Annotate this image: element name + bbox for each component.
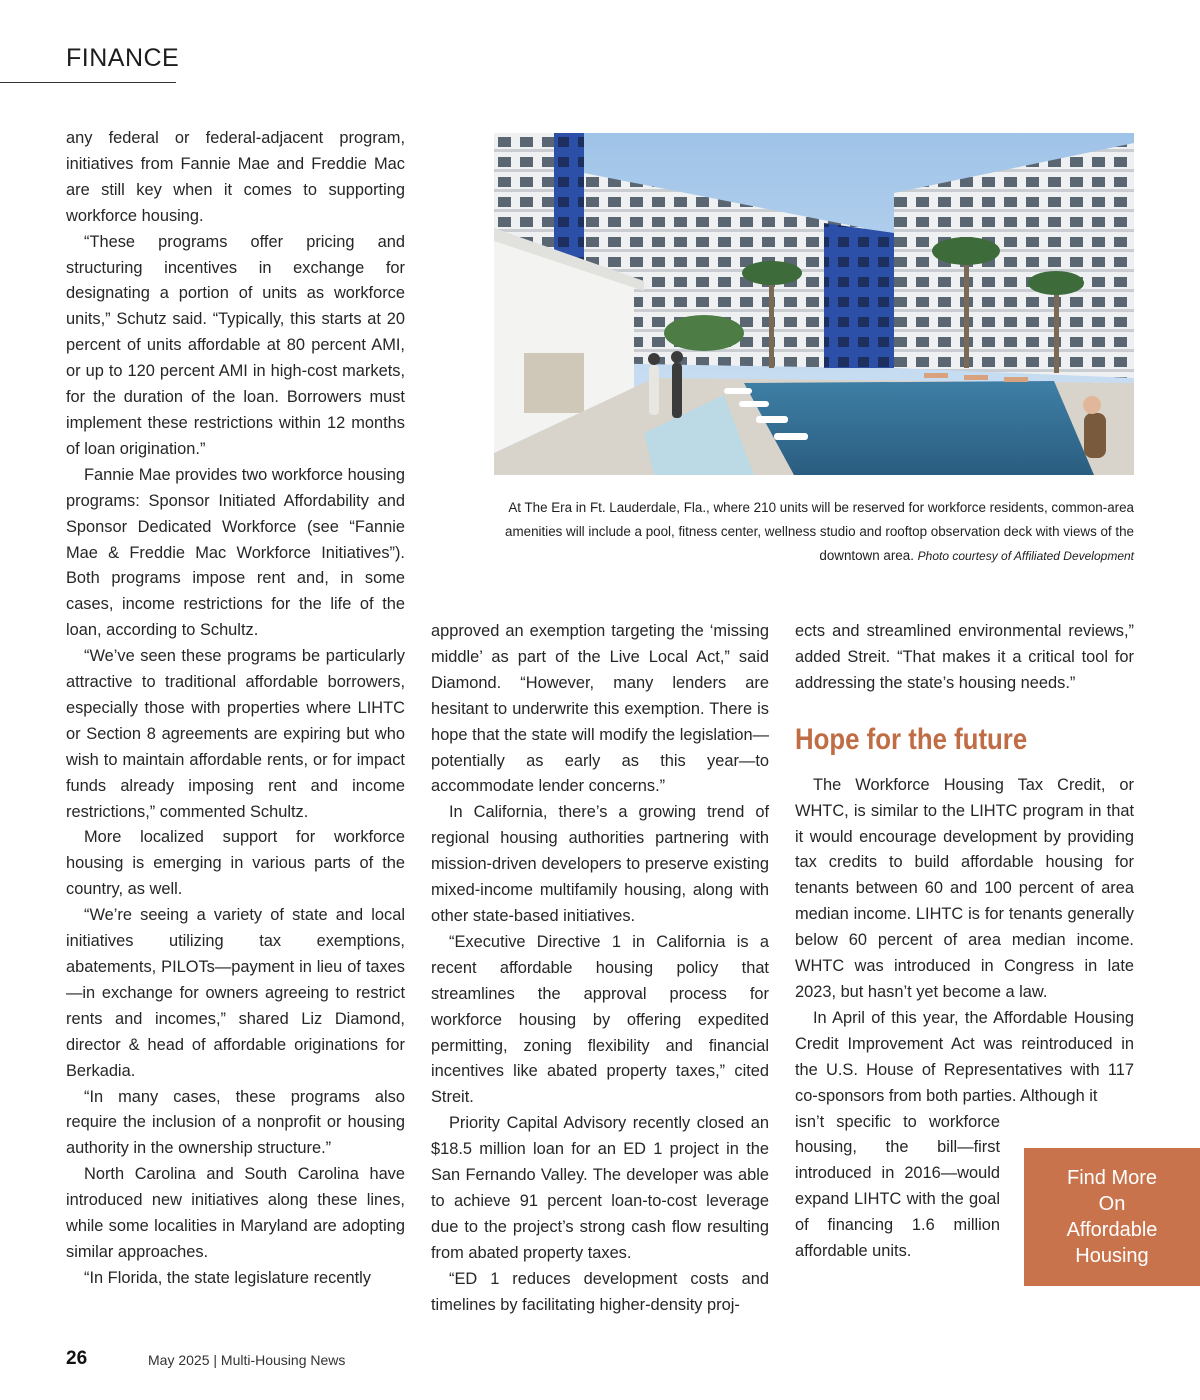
property-photo bbox=[494, 133, 1134, 475]
paragraph: In California, there’s a growing trend of regional housing authorities partnering with mission-driven developers to preserve existing mixed-income multifamily housing, along with other state-based initiatives. bbox=[431, 803, 769, 925]
paragraph: More localized support for workforce housing is emerging in various parts of the country, as well. bbox=[66, 828, 405, 899]
find-more-label: Find More On Affordable Housing bbox=[1066, 1167, 1158, 1267]
issue-date: May 2025 bbox=[148, 1352, 210, 1368]
section-label: FINANCE bbox=[66, 44, 180, 72]
find-more-affordable-housing-button[interactable] bbox=[1024, 1148, 1200, 1286]
page-number: 26 bbox=[66, 1348, 88, 1369]
paragraph: approved an exemption targeting the ‘missing middle’ as part of the Live Local Act,” said Diamond. “However, many lenders are hesitant to underwrite this exemption. There is hope that the state will modify the legislation—potentially as early as this year—to accommodate lender concerns.” bbox=[431, 622, 769, 796]
footer-issue-info bbox=[148, 1352, 345, 1368]
paragraph: “We’ve seen these programs be particularly attractive to traditional affordable borrowers, especially those with properties where LIHTC or Section 8 agreements are expiring but who wish to maintain affordable rents, or for impact funds already imposing rent and income restrictions,” commented Schultz. bbox=[66, 647, 405, 821]
caption-text: At The Era in Ft. Lauderdale, Fla., where 210 units will be reserved for workforce residents, common-area amenities will include a pool, fitness center, wellness studio and rooftop observation deck with views of the downtown area. bbox=[505, 500, 1134, 563]
paragraph: any federal or federal-adjacent program, initiatives from Fannie Mae and Freddie Mac are still key when it comes to supporting workforce housing. bbox=[66, 129, 405, 225]
paragraph: Priority Capital Advisory recently closed an $18.5 million loan for an ED 1 project in the San Fernando Valley. The developer was able to achieve 91 percent loan-to-cost leverage due to the project’s strong cash flow resulting from abated property taxes. bbox=[431, 1114, 769, 1262]
paragraph: “We’re seeing a variety of state and local initiatives utilizing tax exemptions, abatements, PILOTs—payment in lieu of taxes—in exchange for owners agreeing to restrict rents and incomes,” shared Liz Diamond, director & head of affordable originations for Berkadia. bbox=[66, 906, 405, 1080]
paragraph: In April of this year, the Affordable Housing Credit Improvement Act was reintroduced in the U.S. House of Representatives with 117 co-sponsors from both parties. Although it bbox=[795, 1008, 1134, 1105]
paragraph: The Workforce Housing Tax Credit, or WHTC, is similar to the LIHTC program in that it would encourage development by providing tax credits to build affordable housing for tenants between 60 and 100 percent of area median income. LIHTC is for tenants generally below 60 percent of area median income. WHTC was introduced in Congress in late 2023, but hasn’t yet become a law. bbox=[795, 775, 1134, 1001]
paragraph: Fannie Mae provides two workforce housing programs: Sponsor Initiated Affordability and Sponsor Dedicated Workforce (see “Fannie Mae & Freddie Mac Workforce Initiatives”). Both programs impose rent and, in some cases, income restrictions for the life of the loan, according to Schultz. bbox=[66, 465, 405, 640]
paragraph: North Carolina and South Carolina have introduced new initiatives along these lines, while some localities in Maryland are adopting similar approaches. bbox=[66, 1165, 405, 1261]
photo-credit: Photo courtesy of Affiliated Development bbox=[917, 549, 1134, 563]
paragraph: “In Florida, the state legislature recently bbox=[84, 1268, 371, 1287]
paragraph: isn’t specific to workforce housing, the bill—first introduced in 2016—would expand LIHTC with the goal of financing 1.6 million affordable units. bbox=[795, 1112, 1000, 1261]
paragraph: “These programs offer pricing and structuring incentives in exchange for designating a portion of units as workforce units,” Schutz said. “Typically, this starts at 20 percent of units affordable at 80 percent AMI, or up to 120 percent AMI in high-cost markets, for the duration of the loan. Borrowers must implement these restrictions within 12 months of loan origination.” bbox=[66, 232, 405, 458]
publication-name: Multi-Housing News bbox=[220, 1352, 346, 1368]
photo-illustration bbox=[494, 133, 1134, 475]
paragraph: ects and streamlined environmental reviews,” added Streit. “That makes it a critical tool for addressing the state’s housing needs.” bbox=[795, 622, 1134, 692]
section-subhead: Hope for the future bbox=[795, 722, 1028, 756]
footer-separator: | bbox=[213, 1352, 218, 1368]
paragraph: “Executive Directive 1 in California is a recent affordable housing policy that streamlines the approval process for workforce housing by offering expedited permitting, zoning flexibility and financial incentives like abated property taxes,” cited Streit. bbox=[431, 932, 769, 1107]
photo-caption bbox=[494, 496, 1134, 568]
article-column-2 bbox=[431, 619, 769, 1318]
paragraph: “In many cases, these programs also require the inclusion of a nonprofit or housing authority in the ownership structure.” bbox=[66, 1087, 405, 1158]
paragraph: “ED 1 reduces development costs and timelines by facilitating higher-density proj- bbox=[431, 1269, 769, 1314]
section-rule bbox=[0, 82, 176, 83]
article-column-1 bbox=[66, 126, 405, 1292]
